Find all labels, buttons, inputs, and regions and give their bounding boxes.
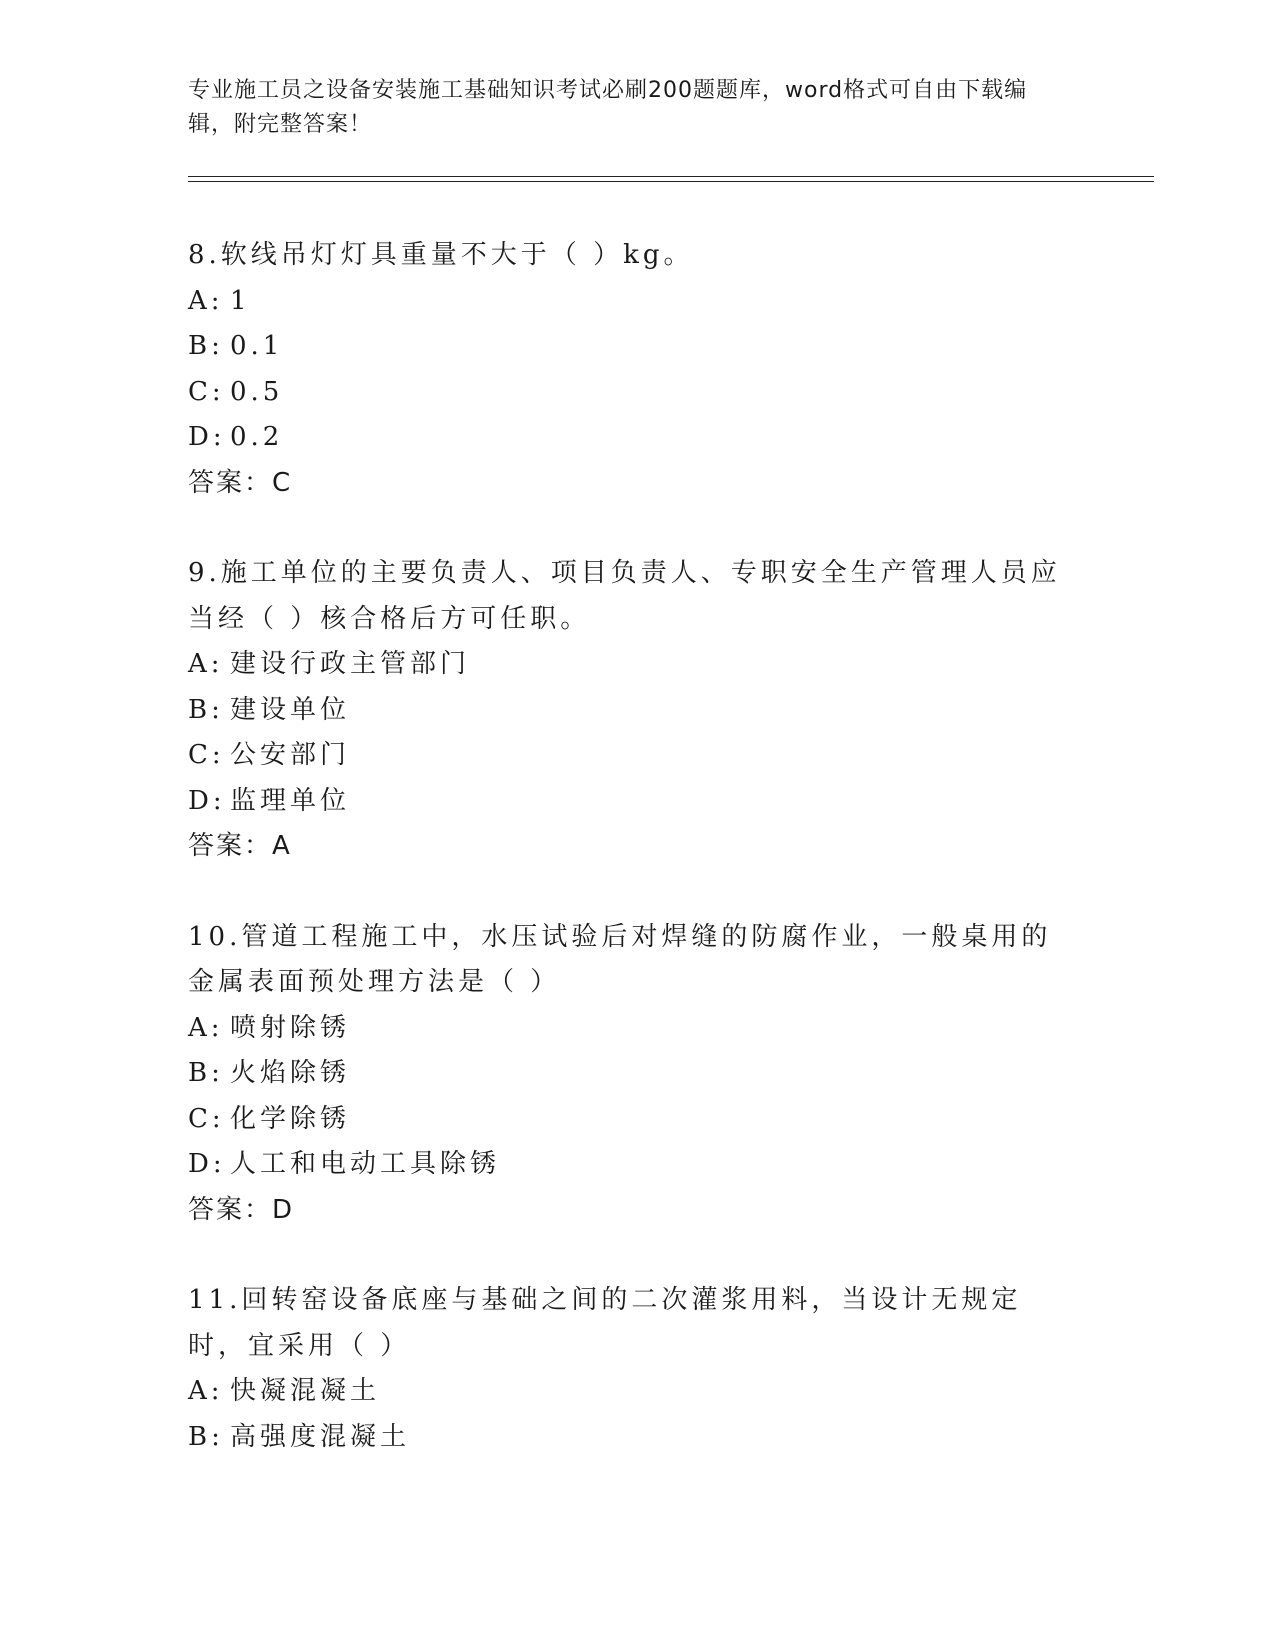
option-text: 0.2 <box>230 422 284 452</box>
option-text: 建设单位 <box>230 694 351 725</box>
question-text: 8.软线吊灯灯具重量不大于（ ）kg。 <box>188 240 694 270</box>
option-b <box>188 324 1068 370</box>
question-text: 11.回转窑设备底座与基础之间的二次灌浆用料，当设计无规定时，宜采用（ ） <box>188 1285 1022 1361</box>
document-header: 专业施工员之设备安装施工基础知识考试必刷200题题库，word格式可自由下载编辑，附完整答案！ <box>188 78 1028 137</box>
option-c <box>188 370 1068 416</box>
option-d <box>188 779 1068 825</box>
question-text: 9.施工单位的主要负责人、项目负责人、专职安全生产管理人员应当经（ ）核合格后方可任职。 <box>188 558 1061 634</box>
option-d <box>188 1142 1068 1188</box>
question-text: 10.管道工程施工中，水压试验后对焊缝的防腐作业，一般桌用的金属表面预处理方法是（ ） <box>188 921 1052 997</box>
option-text: 0.1 <box>230 331 284 361</box>
header-divider-bottom <box>188 181 1154 182</box>
option-letter: B: <box>188 1058 224 1088</box>
option-letter: B: <box>188 694 224 725</box>
option-text: 喷射除锈 <box>230 1012 351 1043</box>
option-a <box>188 1369 1068 1415</box>
question-9 <box>188 551 1068 870</box>
option-letter: D: <box>188 1149 226 1179</box>
option-text: 0.5 <box>230 376 284 407</box>
option-letter: C: <box>188 740 225 770</box>
option-c <box>188 733 1068 779</box>
question-list <box>188 233 1068 1505</box>
option-text: 1 <box>230 285 251 316</box>
question-10 <box>188 915 1068 1234</box>
option-letter: A: <box>188 649 224 679</box>
option-text: 火焰除锈 <box>230 1058 351 1088</box>
answer-line: 答案：D <box>188 1194 295 1225</box>
header-divider-top <box>188 176 1154 177</box>
option-letter: D: <box>188 422 226 452</box>
question-11 <box>188 1278 1068 1460</box>
option-text: 建设行政主管部门 <box>230 649 471 679</box>
option-a <box>188 1006 1068 1052</box>
option-letter: A: <box>188 1376 224 1406</box>
option-text: 公安部门 <box>230 740 351 770</box>
option-text: 高强度混凝土 <box>230 1421 411 1452</box>
option-c <box>188 1097 1068 1143</box>
answer-line: 答案：C <box>188 467 293 498</box>
option-text: 化学除锈 <box>230 1103 351 1134</box>
option-d <box>188 415 1068 461</box>
answer-line: 答案：A <box>188 831 292 861</box>
option-a <box>188 642 1068 688</box>
option-letter: C: <box>188 1103 225 1134</box>
option-b <box>188 688 1068 734</box>
option-b <box>188 1415 1068 1461</box>
option-text: 快凝混凝土 <box>230 1376 381 1406</box>
option-letter: A: <box>188 1012 224 1043</box>
option-text: 人工和电动工具除锈 <box>230 1149 501 1179</box>
option-letter: C: <box>188 376 225 407</box>
option-letter: A: <box>188 285 224 316</box>
option-letter: B: <box>188 1421 224 1452</box>
option-a <box>188 279 1068 325</box>
option-letter: B: <box>188 331 224 361</box>
option-text: 监理单位 <box>230 785 351 816</box>
option-b <box>188 1051 1068 1097</box>
option-letter: D: <box>188 785 226 816</box>
question-8 <box>188 233 1068 506</box>
